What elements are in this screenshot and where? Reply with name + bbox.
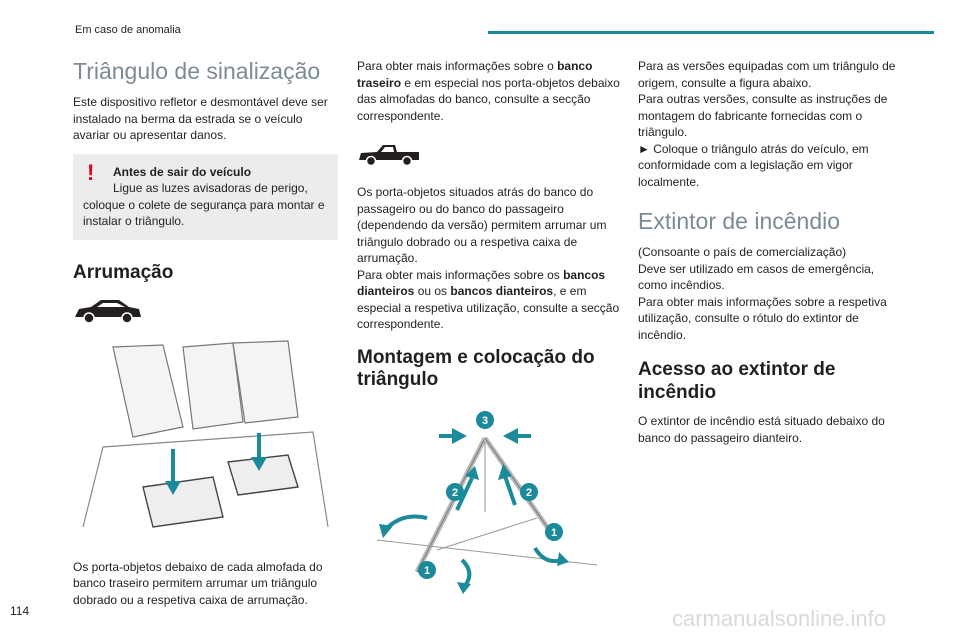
warning-box xyxy=(73,154,338,240)
warning-body: Ligue as luzes avisadoras de perigo, coloque o colete de segurança para montar e instalar o triângulo. xyxy=(83,181,325,229)
triangle-assembly-diagram xyxy=(357,400,597,600)
title-fire-extinguisher: Extintor de incêndio xyxy=(638,208,841,234)
title-assembly: Montagem e colocação do triângulo xyxy=(357,346,595,391)
svg-text:1: 1 xyxy=(550,527,558,540)
watermark: carmanualsonline.info xyxy=(672,606,887,631)
intro-text: Este dispositivo refletor e desmontável deve ser instalado na berma da estrada se o veículo avariar ou apresentar danos. xyxy=(73,95,328,143)
sedan-car-icon xyxy=(73,297,143,325)
front-seat-storage-text: Os porta-objetos situados atrás do banco do passageiro ou do banco do passageiro (dependendo da versão) permitem arrumar um triângulo dobrado ou a respetiva caixa de arrumação. xyxy=(357,185,607,265)
header-accent-bar xyxy=(488,31,934,34)
other-versions-text: Para outras versões, consulte as instruções de montagem do fabricante fornecidas com o triângulo. xyxy=(638,92,888,139)
extinguisher-location: O extintor de incêndio está situado debaixo do banco do passageiro dianteiro. xyxy=(638,414,885,445)
svg-text:2: 2 xyxy=(525,487,533,500)
front-seats-info: Para obter mais informações sobre os bancos dianteiros ou os bancos dianteiros, e em especial a respetiva utilização, consulte a secção correspondente. xyxy=(357,267,620,331)
page-number: 114 xyxy=(10,604,30,618)
section-header: Em caso de anomalia xyxy=(75,24,181,36)
column-right xyxy=(638,58,903,446)
extinguisher-usage: Deve ser utilizado em casos de emergência, como incêndios. xyxy=(638,261,875,293)
placement-instruction: ► Coloque o triângulo atrás do veículo, em conformidade com a legislação em vigor localmente. xyxy=(638,141,869,189)
rear-seat-storage-illustration xyxy=(73,337,329,537)
svg-text:2: 2 xyxy=(451,487,459,500)
svg-text:3: 3 xyxy=(481,415,489,428)
column-middle xyxy=(357,58,622,600)
warning-title: Antes de sair do veículo xyxy=(113,164,252,179)
svg-text:1: 1 xyxy=(423,565,431,578)
rear-seat-info: Para obter mais informações sobre o banco traseiro e em especial nos porta-objetos debaixo das almofadas do banco, consulte a secção correspondente. xyxy=(357,59,620,123)
extinguisher-label-info: Para obter mais informações sobre a respetiva utilização, consulte o rótulo do extintor de incêndio. xyxy=(638,294,887,342)
storage-caption: Os porta-objetos debaixo de cada almofada do banco traseiro permitem arrumar um triângulo dobrado ou a respetiva caixa de arrumação. xyxy=(73,559,323,607)
extinguisher-country-note: (Consoante o país de comercialização) xyxy=(638,245,847,260)
column-left xyxy=(73,58,338,608)
warning-icon: ! xyxy=(87,159,95,185)
pickup-truck-icon xyxy=(357,142,421,168)
original-triangle-text: Para as versões equipadas com um triângulo de origem, consulte a figura abaixo. xyxy=(638,59,896,90)
title-extinguisher-access: Acesso ao extintor de incêndio xyxy=(638,359,836,404)
title-storage: Arrumação xyxy=(73,261,174,283)
title-warning-triangle: Triângulo de sinalização xyxy=(73,58,321,84)
